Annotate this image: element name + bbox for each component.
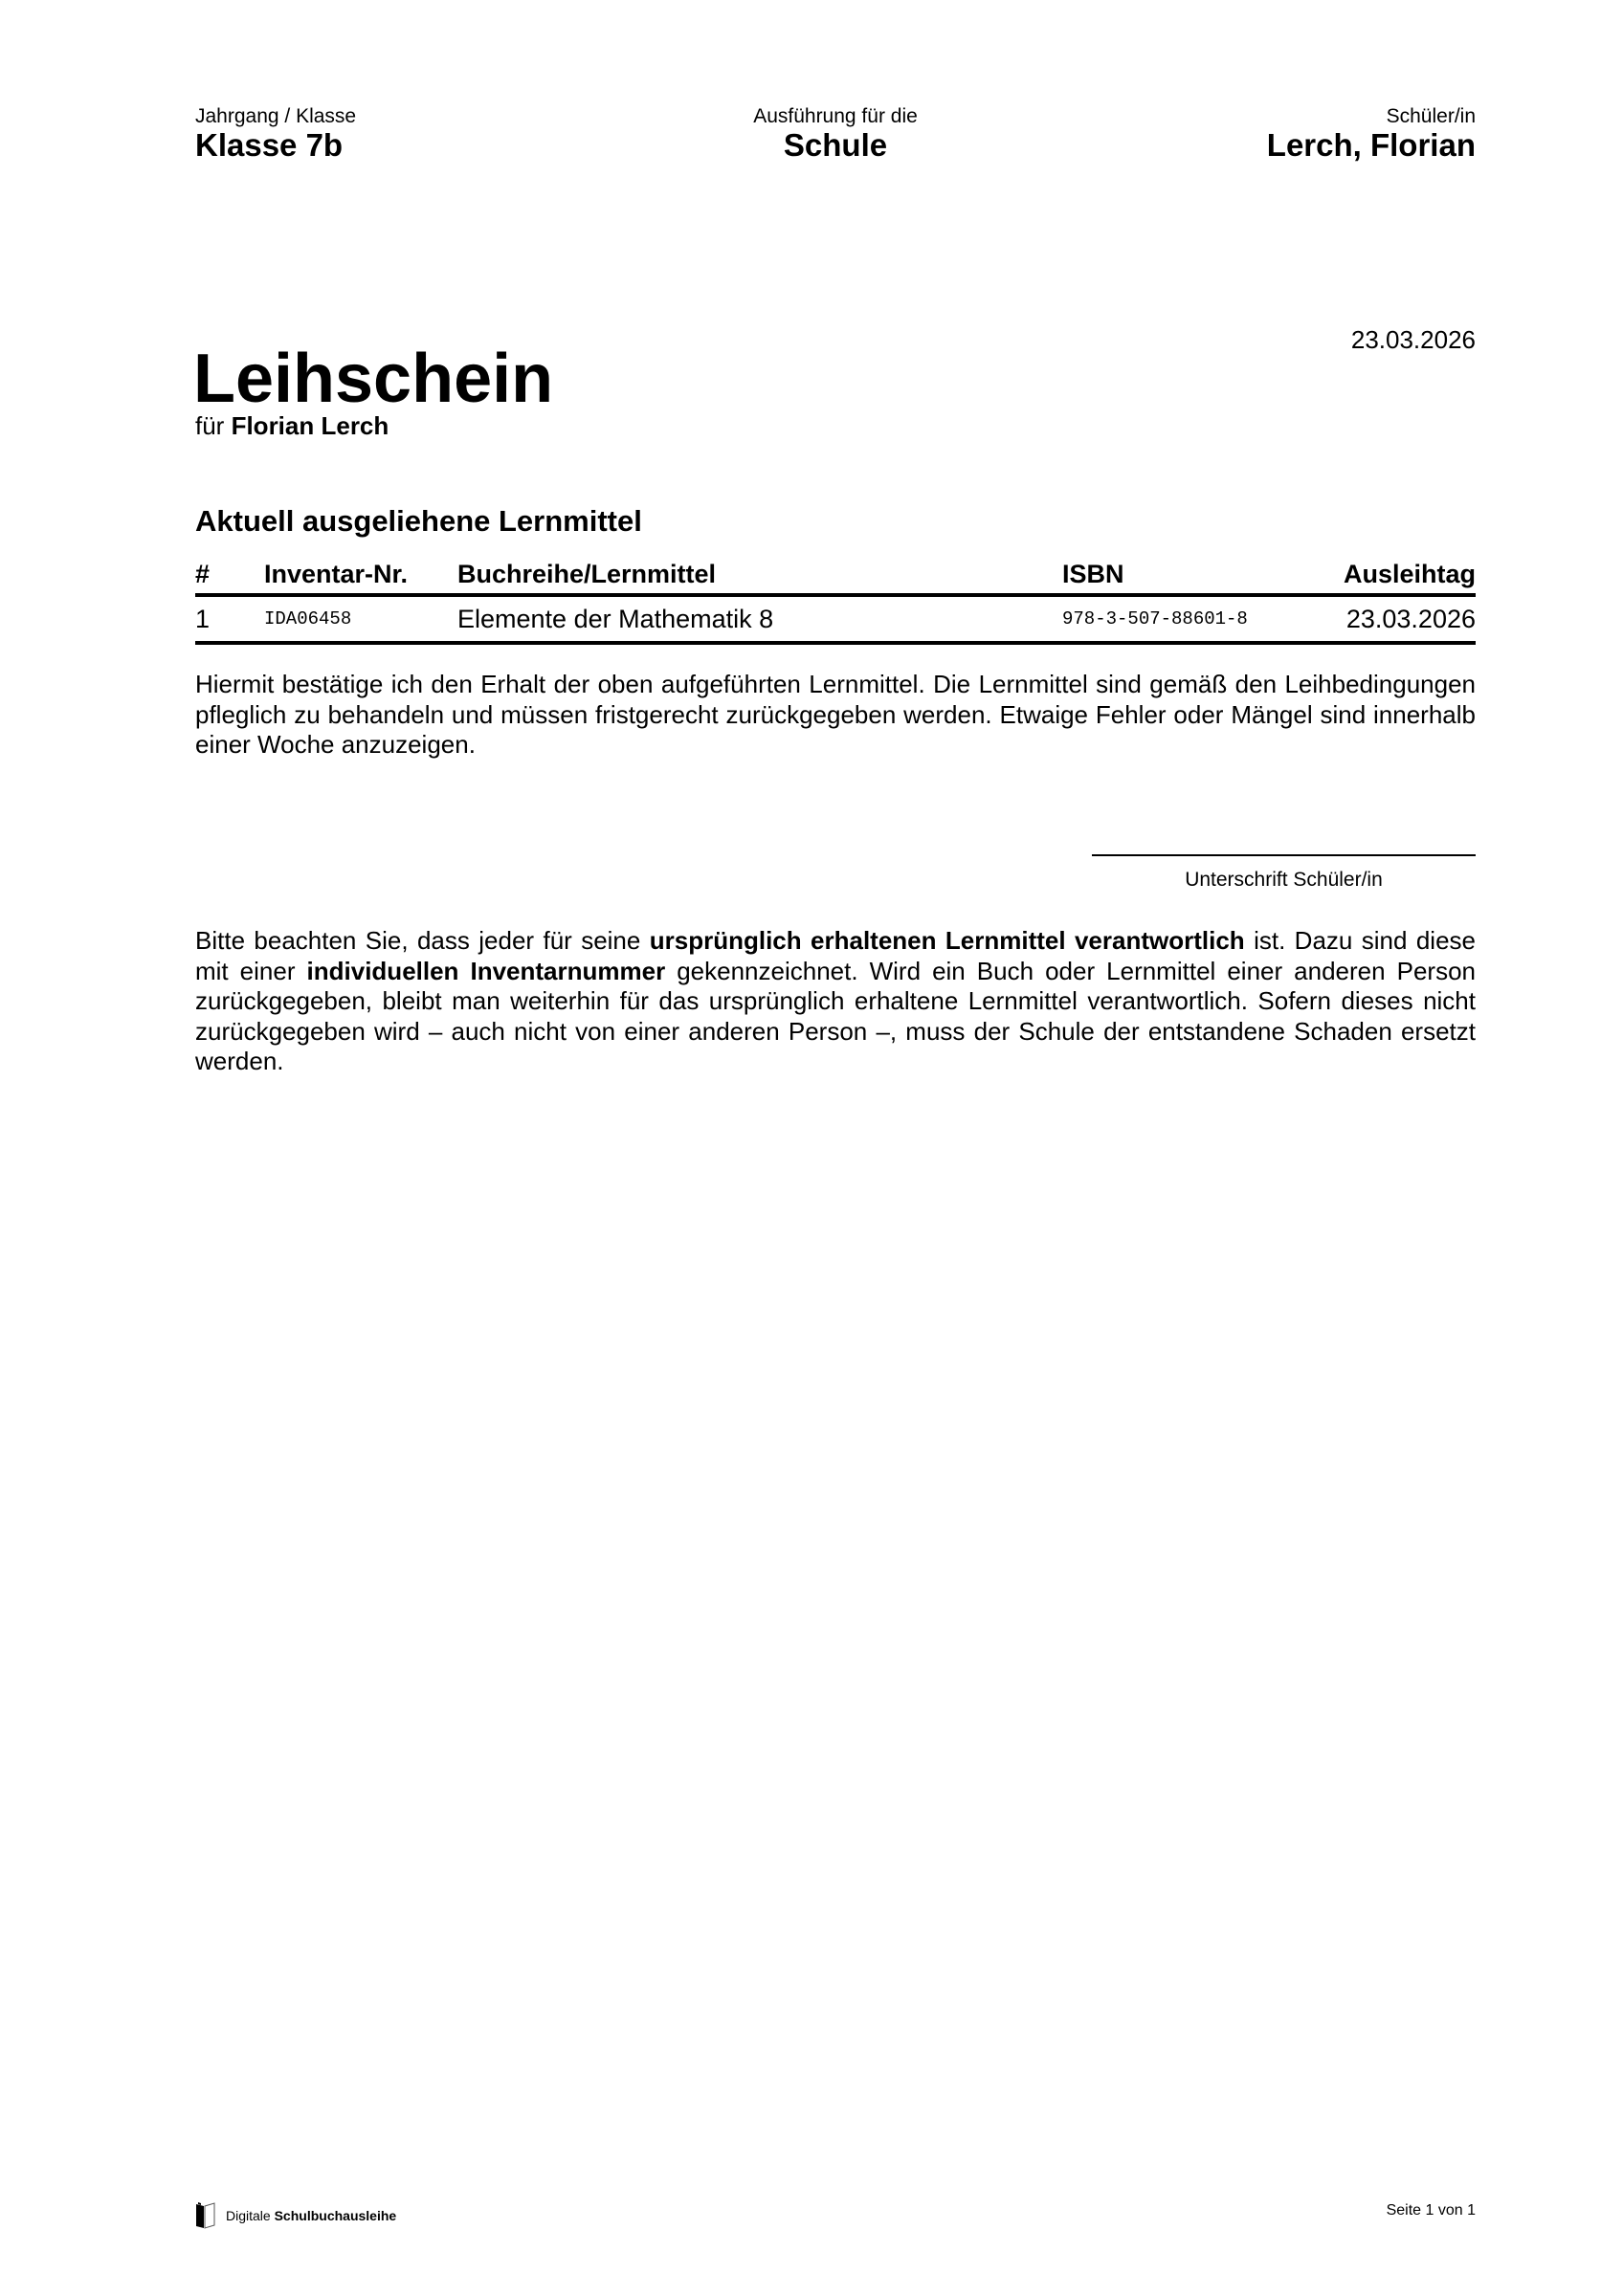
col-date: Ausleihtag — [1313, 555, 1476, 595]
student-block — [1267, 105, 1476, 163]
cell-isbn: 978-3-507-88601-8 — [1062, 595, 1313, 643]
col-title: Buchreihe/Lernmittel — [457, 555, 1062, 595]
table-row — [195, 595, 1476, 643]
subtitle — [195, 411, 389, 441]
confirmation-text: Hiermit bestätige ich den Erhalt der oben aufgeführten Lernmittel. Die Lernmittel sind gemäß den Leihbedingungen pfleglich zu behandeln und müssen fristgerecht zurückgegeben werden. Etwaige Fehler oder Mängel sind innerhalb einer Woche anzuzeigen. — [195, 670, 1476, 759]
page-number: Seite 1 von 1 — [1386, 2202, 1476, 2219]
class-value: Klasse 7b — [195, 127, 344, 163]
notice-part: gekennzeichnet. Wird ein Buch oder Lernmittel einer anderen Person zurückgegeben, bleibt man weiterhin für das ursprünglich erhaltene Lernmittel verantwortlich. Sofern dieses nicht zurückgegeben wird – auch nicht von einer anderen Person –, muss der Schule der entstandene Schaden ersetzt werden. — [195, 956, 1476, 1075]
student-value: Lerch, Florian — [1266, 127, 1476, 163]
page-title: Leihschein — [193, 341, 554, 417]
footer-brand — [195, 2202, 396, 2229]
notice-bold: individuellen Inventarnummer — [306, 956, 666, 985]
notice-part: ist. Dazu sind diese mit einer — [195, 926, 1477, 985]
notice-bold: ursprünglich erhaltenen Lernmittel verantwortlich — [649, 926, 1245, 955]
notice-text — [195, 926, 1476, 1077]
notice-part: Bitte beachten Sie, dass jeder für seine — [195, 926, 650, 955]
brand-light: Digitale — [226, 2208, 271, 2223]
signature-label: Unterschrift Schüler/in — [1185, 869, 1383, 891]
table-header-row — [195, 555, 1476, 595]
brand-bold: Schulbuchausleihe — [274, 2208, 397, 2223]
section-title: Aktuell ausgeliehene Lernmittel — [195, 504, 642, 538]
loan-table — [195, 555, 1476, 645]
cell-inventory: IDA06458 — [264, 595, 457, 643]
book-logo-icon — [195, 2202, 216, 2229]
col-isbn: ISBN — [1062, 555, 1313, 595]
student-label: Schüler/in — [1386, 105, 1476, 127]
copy-value: Schule — [783, 127, 888, 163]
cell-date: 23.03.2026 — [1313, 595, 1476, 643]
col-inventory: Inventar-Nr. — [264, 555, 457, 595]
class-label: Jahrgang / Klasse — [195, 105, 357, 127]
cell-title: Elemente der Mathematik 8 — [457, 595, 1062, 643]
subtitle-prefix: für — [195, 411, 225, 440]
subtitle-name: Florian Lerch — [231, 411, 389, 440]
document-date: 23.03.2026 — [1350, 325, 1476, 354]
copy-label: Ausführung für die — [753, 105, 918, 127]
signature-line — [1092, 854, 1476, 856]
cell-number: 1 — [195, 595, 264, 643]
col-number: # — [195, 555, 264, 595]
